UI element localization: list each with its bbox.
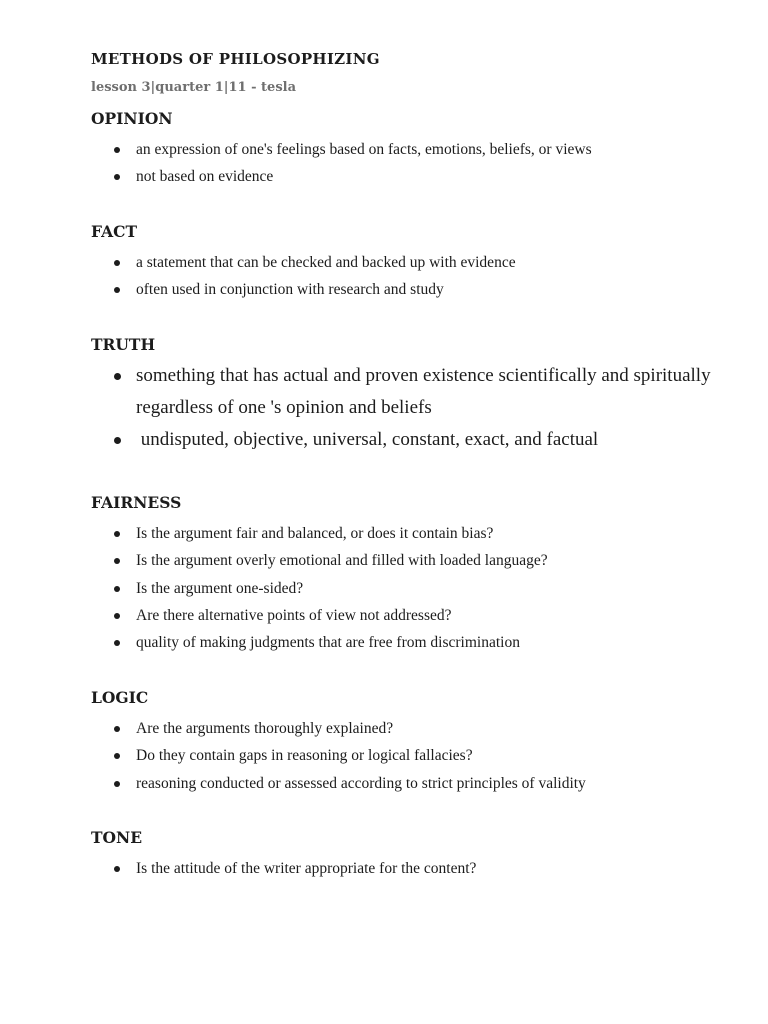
list-item — [91, 575, 731, 602]
bullet-icon — [114, 613, 120, 619]
section-fact — [91, 221, 731, 304]
list-item-text: Is the argument fair and balanced, or does it contain bias? — [136, 525, 494, 542]
list-item — [91, 855, 731, 882]
list-item-text: Are there alternative points of view not addressed? — [136, 606, 452, 624]
bullet-icon — [114, 287, 120, 293]
bullet-icon — [114, 866, 120, 872]
bullet-icon — [114, 531, 120, 537]
list-item-text: Is the attitude of the writer appropriate for the content? — [136, 860, 477, 877]
section-fairness — [91, 492, 731, 656]
list-item — [91, 742, 731, 769]
bullet-icon — [114, 147, 120, 153]
section-heading: FACT — [91, 222, 137, 241]
bullet-icon — [114, 373, 121, 380]
list-item — [91, 136, 731, 163]
list-item — [91, 276, 731, 303]
bullet-icon — [114, 260, 120, 266]
bullet-list — [91, 715, 731, 797]
list-item-text: Do they contain gaps in reasoning or logical fallacies? — [136, 747, 473, 765]
bullet-list — [91, 520, 731, 656]
section-truth — [91, 334, 731, 456]
list-item-text: something that has actual and proven existence scientifically and spiritually regardless of one 's opinion and beliefs — [136, 365, 711, 418]
document-subtitle: lesson 3|quarter 1|11 - tesla — [91, 80, 297, 95]
list-item-text: undisputed, objective, universal, constant, exact, and factual — [136, 429, 599, 450]
bullet-icon — [114, 586, 120, 592]
bullet-icon — [114, 558, 120, 564]
section-opinion — [91, 108, 731, 191]
section-logic — [91, 687, 731, 797]
list-item — [91, 602, 731, 629]
list-item-text: Is the argument overly emotional and filled with loaded language? — [136, 552, 548, 570]
bullet-icon — [114, 781, 120, 787]
bullet-list — [91, 360, 731, 456]
bullet-list — [91, 136, 731, 191]
section-heading: TONE — [91, 828, 143, 847]
list-item — [91, 629, 731, 656]
bullet-list — [91, 249, 731, 304]
section-heading: TRUTH — [91, 335, 156, 354]
list-item-text: an expression of one's feelings based on facts, emotions, beliefs, or views — [136, 141, 592, 158]
list-item-text: not based on evidence — [136, 168, 274, 186]
section-heading: LOGIC — [91, 688, 149, 707]
list-item-text: quality of making judgments that are free from discrimination — [136, 634, 520, 652]
list-item — [91, 249, 731, 276]
section-heading: OPINION — [91, 109, 173, 128]
list-item-text: reasoning conducted or assessed according to strict principles of validity — [136, 774, 586, 792]
list-item — [91, 360, 731, 424]
bullet-icon — [114, 640, 120, 646]
list-item-text: a statement that can be checked and backed up with evidence — [136, 254, 516, 271]
bullet-icon — [114, 437, 121, 444]
bullet-icon — [114, 753, 120, 759]
list-item — [91, 715, 731, 742]
bullet-list — [91, 855, 731, 882]
document-title: METHODS OF PHILOSOPHIZING — [91, 50, 380, 68]
list-item-text: Is the argument one-sided? — [136, 579, 304, 597]
list-item — [91, 770, 731, 797]
list-item — [91, 520, 731, 547]
bullet-icon — [114, 174, 120, 180]
list-item — [91, 424, 731, 456]
list-item-text: Are the arguments thoroughly explained? — [136, 720, 394, 737]
bullet-icon — [114, 726, 120, 732]
section-heading: FAIRNESS — [91, 493, 182, 512]
list-item — [91, 163, 731, 190]
document-page — [91, 48, 731, 877]
list-item — [91, 547, 731, 574]
list-item-text: often used in conjunction with research and study — [136, 281, 444, 299]
section-tone — [91, 827, 731, 882]
